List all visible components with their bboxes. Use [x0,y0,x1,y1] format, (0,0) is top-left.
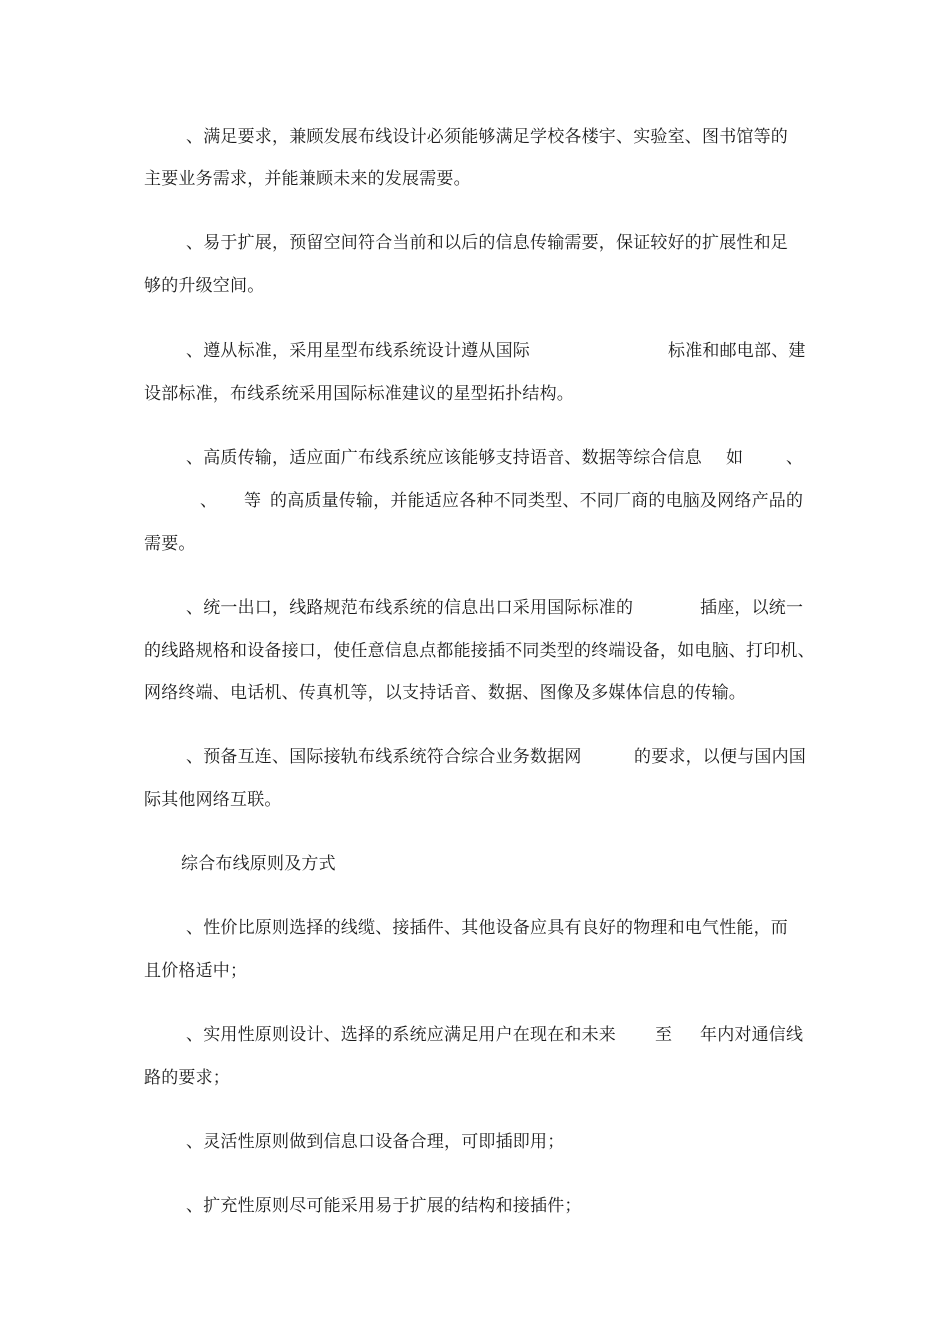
paragraph-1-line-2: 主要业务需求，并能兼顾未来的发展需要。 [144,169,471,189]
paragraph-6-line-1a: 、预备互连、国际接轨布线系统符合综合业务数据网 [186,747,582,767]
section-heading: 综合布线原则及方式 [181,854,336,874]
paragraph-4-line-1c: 、 [786,448,804,468]
paragraph-8-line-2: 路的要求； [144,1068,230,1088]
paragraph-4-line-2a: 、 [200,491,218,511]
paragraph-5-line-3: 网络终端、电话机、传真机等，以支持话音、数据、图像及多媒体信息的传输。 [144,683,746,703]
paragraph-8-line-1b: 至 [655,1025,673,1045]
paragraph-9-line-1: 、灵活性原则做到信息口设备合理，可即插即用； [186,1132,565,1152]
paragraph-7-line-1: 、性价比原则选择的线缆、接插件、其他设备应具有良好的物理和电气性能，而 [186,918,788,938]
paragraph-5-line-1b: 插座，以统一 [700,598,804,618]
paragraph-6-line-1b: 的要求，以便与国内国 [634,747,806,767]
paragraph-8-line-1c: 年内对通信线 [700,1025,804,1045]
paragraph-3-line-2: 设部标准，布线系统采用国际标准建议的星型拓扑结构。 [144,384,574,404]
paragraph-7-line-2: 且价格适中； [144,961,248,981]
paragraph-3-line-1a: 、遵从标准，采用星型布线系统设计遵从国际 [186,341,530,361]
paragraph-8-line-1a: 、实用性原则设计、选择的系统应满足用户在现在和未来 [186,1025,616,1045]
paragraph-3-line-1b: 标准和邮电部、建 [668,341,806,361]
paragraph-2-line-2: 够的升级空间。 [144,276,265,296]
paragraph-4-line-1b: 如 [726,448,744,468]
paragraph-6-line-2: 际其他网络互联。 [144,790,282,810]
paragraph-4-line-2c: 的高质量传输，并能适应各种不同类型、不同厂商的电脑及网络产品的 [270,491,804,511]
paragraph-4-line-2b: 等 [244,491,262,511]
paragraph-10-line-1: 、扩充性原则尽可能采用易于扩展的结构和接插件； [186,1196,582,1216]
paragraph-4-line-3: 需要。 [144,534,196,554]
paragraph-1-line-1: 、满足要求，兼顾发展布线设计必须能够满足学校各楼宇、实验室、图书馆等的 [186,127,788,147]
paragraph-4-line-1a: 、高质传输，适应面广布线系统应该能够支持语音、数据等综合信息 [186,448,702,468]
paragraph-5-line-1a: 、统一出口，线路规范布线系统的信息出口采用国际标准的 [186,598,634,618]
paragraph-2-line-1: 、易于扩展，预留空间符合当前和以后的信息传输需要，保证较好的扩展性和足 [186,233,788,253]
paragraph-5-line-2: 的线路规格和设备接口，使任意信息点都能接插不同类型的终端设备，如电脑、打印机、 [144,641,815,661]
